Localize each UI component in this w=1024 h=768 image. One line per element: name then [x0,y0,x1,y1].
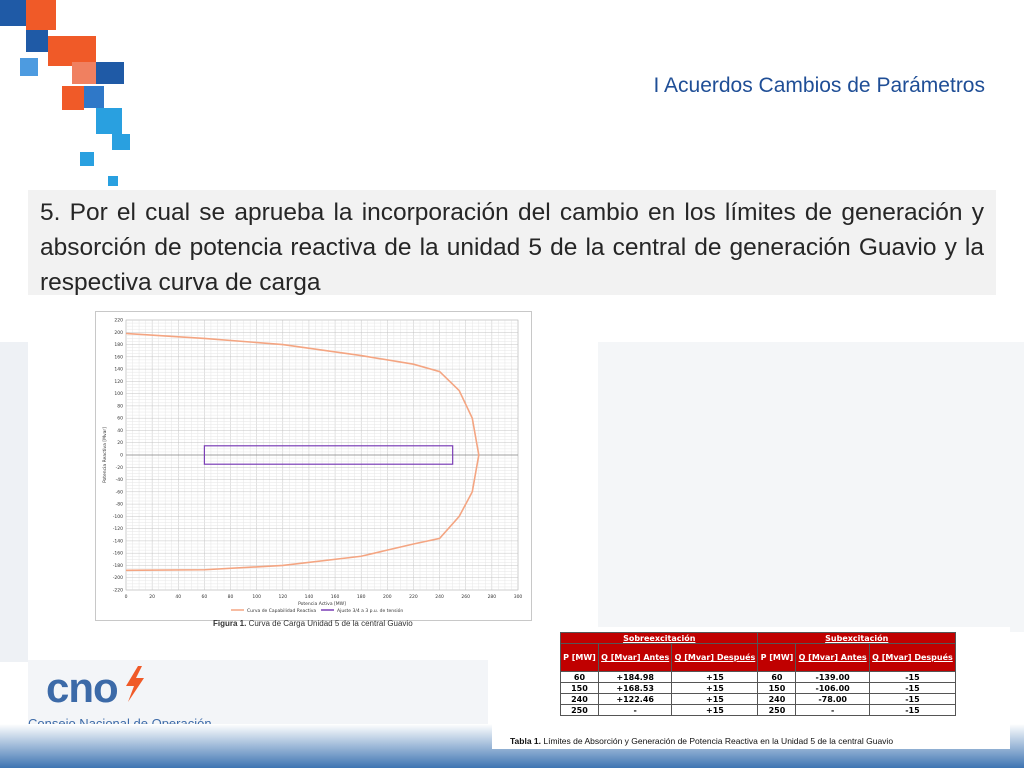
y-tick-label: -100 [112,514,123,520]
table-group-header-row [561,633,956,644]
y-tick-label: -160 [112,551,123,557]
table-cell: +184.98 [598,672,671,683]
x-tick-label: 160 [330,595,340,600]
column-header: Q [Mvar] Antes [796,644,869,672]
figure-caption [213,619,413,628]
y-tick-label: 20 [117,441,123,447]
y-tick-label: -40 [115,478,123,484]
column-header: Q [Mvar] Antes [598,644,671,672]
x-tick-label: 20 [149,595,156,600]
x-tick-label: 140 [304,595,314,600]
table-cell: +15 [672,705,758,716]
y-tick-label: 220 [114,318,123,324]
x-tick-label: 0 [124,595,128,600]
table-caption-text: Límites de Absorción y Generación de Potencia Reactiva en la Unidad 5 de la central Guavio [541,736,894,746]
main-paragraph: 5. Por el cual se aprueba la incorporación del cambio en los límites de generación y absorción de potencia reactiva de la unidad 5 de la central de generación Guavio y la respectiva curva de carga [40,199,984,296]
y-tick-label: 140 [114,367,123,373]
table-cell: +122.46 [598,694,671,705]
page-title: I Acuerdos Cambios de Parámetros [653,74,985,97]
y-tick-label: 120 [114,379,123,385]
y-tick-label: 160 [114,355,123,361]
table-cell: +168.53 [598,683,671,694]
legend-entry: Curva de Capabilidad Reactiva [247,609,317,614]
x-tick-label: 100 [252,595,261,600]
table-cell: +15 [672,683,758,694]
lightning-bolt-icon [120,664,150,704]
x-tick-label: 200 [383,595,392,600]
table-cell: 150 [758,683,796,694]
table-cell: -15 [869,672,955,683]
x-tick-label: 60 [201,595,208,600]
table-cell: 250 [758,705,796,716]
table-cell: 250 [561,705,599,716]
y-tick-label: 180 [114,343,123,349]
y-tick-label: -200 [112,576,123,582]
table-cell: -139.00 [796,672,869,683]
table-caption-label: Tabla 1. [510,736,542,746]
table-cell: - [598,705,671,716]
x-tick-label: 220 [409,595,418,600]
y-tick-label: -20 [115,465,123,471]
reactive-limits-table [560,632,956,716]
table-cell: -78.00 [796,694,869,705]
x-tick-label: 120 [278,595,288,600]
x-tick-label: 40 [175,595,182,600]
capability-curve-figure [95,311,532,621]
table-cell: - [796,705,869,716]
table-cell: 240 [758,694,796,705]
x-tick-label: 80 [227,595,234,600]
x-tick-label: 300 [513,595,523,600]
y-tick-label: 80 [117,404,123,410]
x-tick-label: 280 [487,595,497,600]
figure-caption-text: Curva de Carga Unidad 5 de la central Guavio [246,619,413,628]
capability-curve-chart [96,312,531,620]
y-tick-label: 100 [114,392,123,398]
corporate-squares-graphic [0,0,140,190]
x-tick-label: 240 [435,595,444,600]
x-tick-label: 260 [461,595,471,600]
table-header-row [561,644,956,672]
legend-entry: Ajuste 3/4 a 3 p.u. de tensión [337,609,404,614]
group-header-overexcitation: Sobreexcitación [561,633,758,644]
table-cell: 60 [561,672,599,683]
column-header: Q [Mvar] Después [672,644,758,672]
y-tick-label: -60 [115,490,123,496]
table-cell: -15 [869,694,955,705]
column-header: P [MW] [561,644,599,672]
table-cell: +15 [672,672,758,683]
table-cell: 60 [758,672,796,683]
y-tick-label: -80 [115,502,123,508]
x-axis-label: Potencia Activa [MW] [298,602,346,607]
table-cell: -15 [869,683,955,694]
table-cell: -106.00 [796,683,869,694]
table-row [561,672,956,683]
cno-logo [46,664,150,712]
column-header: P [MW] [758,644,796,672]
y-tick-label: -140 [112,539,123,545]
y-tick-label: -220 [112,588,123,594]
figure-caption-label: Figura 1. [213,619,247,628]
y-tick-label: 200 [114,330,123,336]
cno-logo-text: cno [46,664,118,711]
column-header: Q [Mvar] Después [869,644,955,672]
table-caption [510,736,893,746]
table-row [561,683,956,694]
table-cell: 150 [561,683,599,694]
table-row [561,694,956,705]
y-tick-label: -120 [112,527,123,533]
group-header-underexcitation: Subexcitación [758,633,956,644]
table-cell: -15 [869,705,955,716]
y-tick-label: 40 [117,428,123,434]
y-axis-label: Potencia Reactiva [Mvar] [103,426,108,484]
table-cell: +15 [672,694,758,705]
x-tick-label: 180 [356,595,366,600]
y-tick-label: 60 [117,416,123,422]
background-panel [598,342,1024,632]
y-tick-label: -180 [112,563,123,569]
background-panel [0,342,28,662]
table-row [561,705,956,716]
table-cell: 240 [561,694,599,705]
y-tick-label: 0 [120,453,123,459]
